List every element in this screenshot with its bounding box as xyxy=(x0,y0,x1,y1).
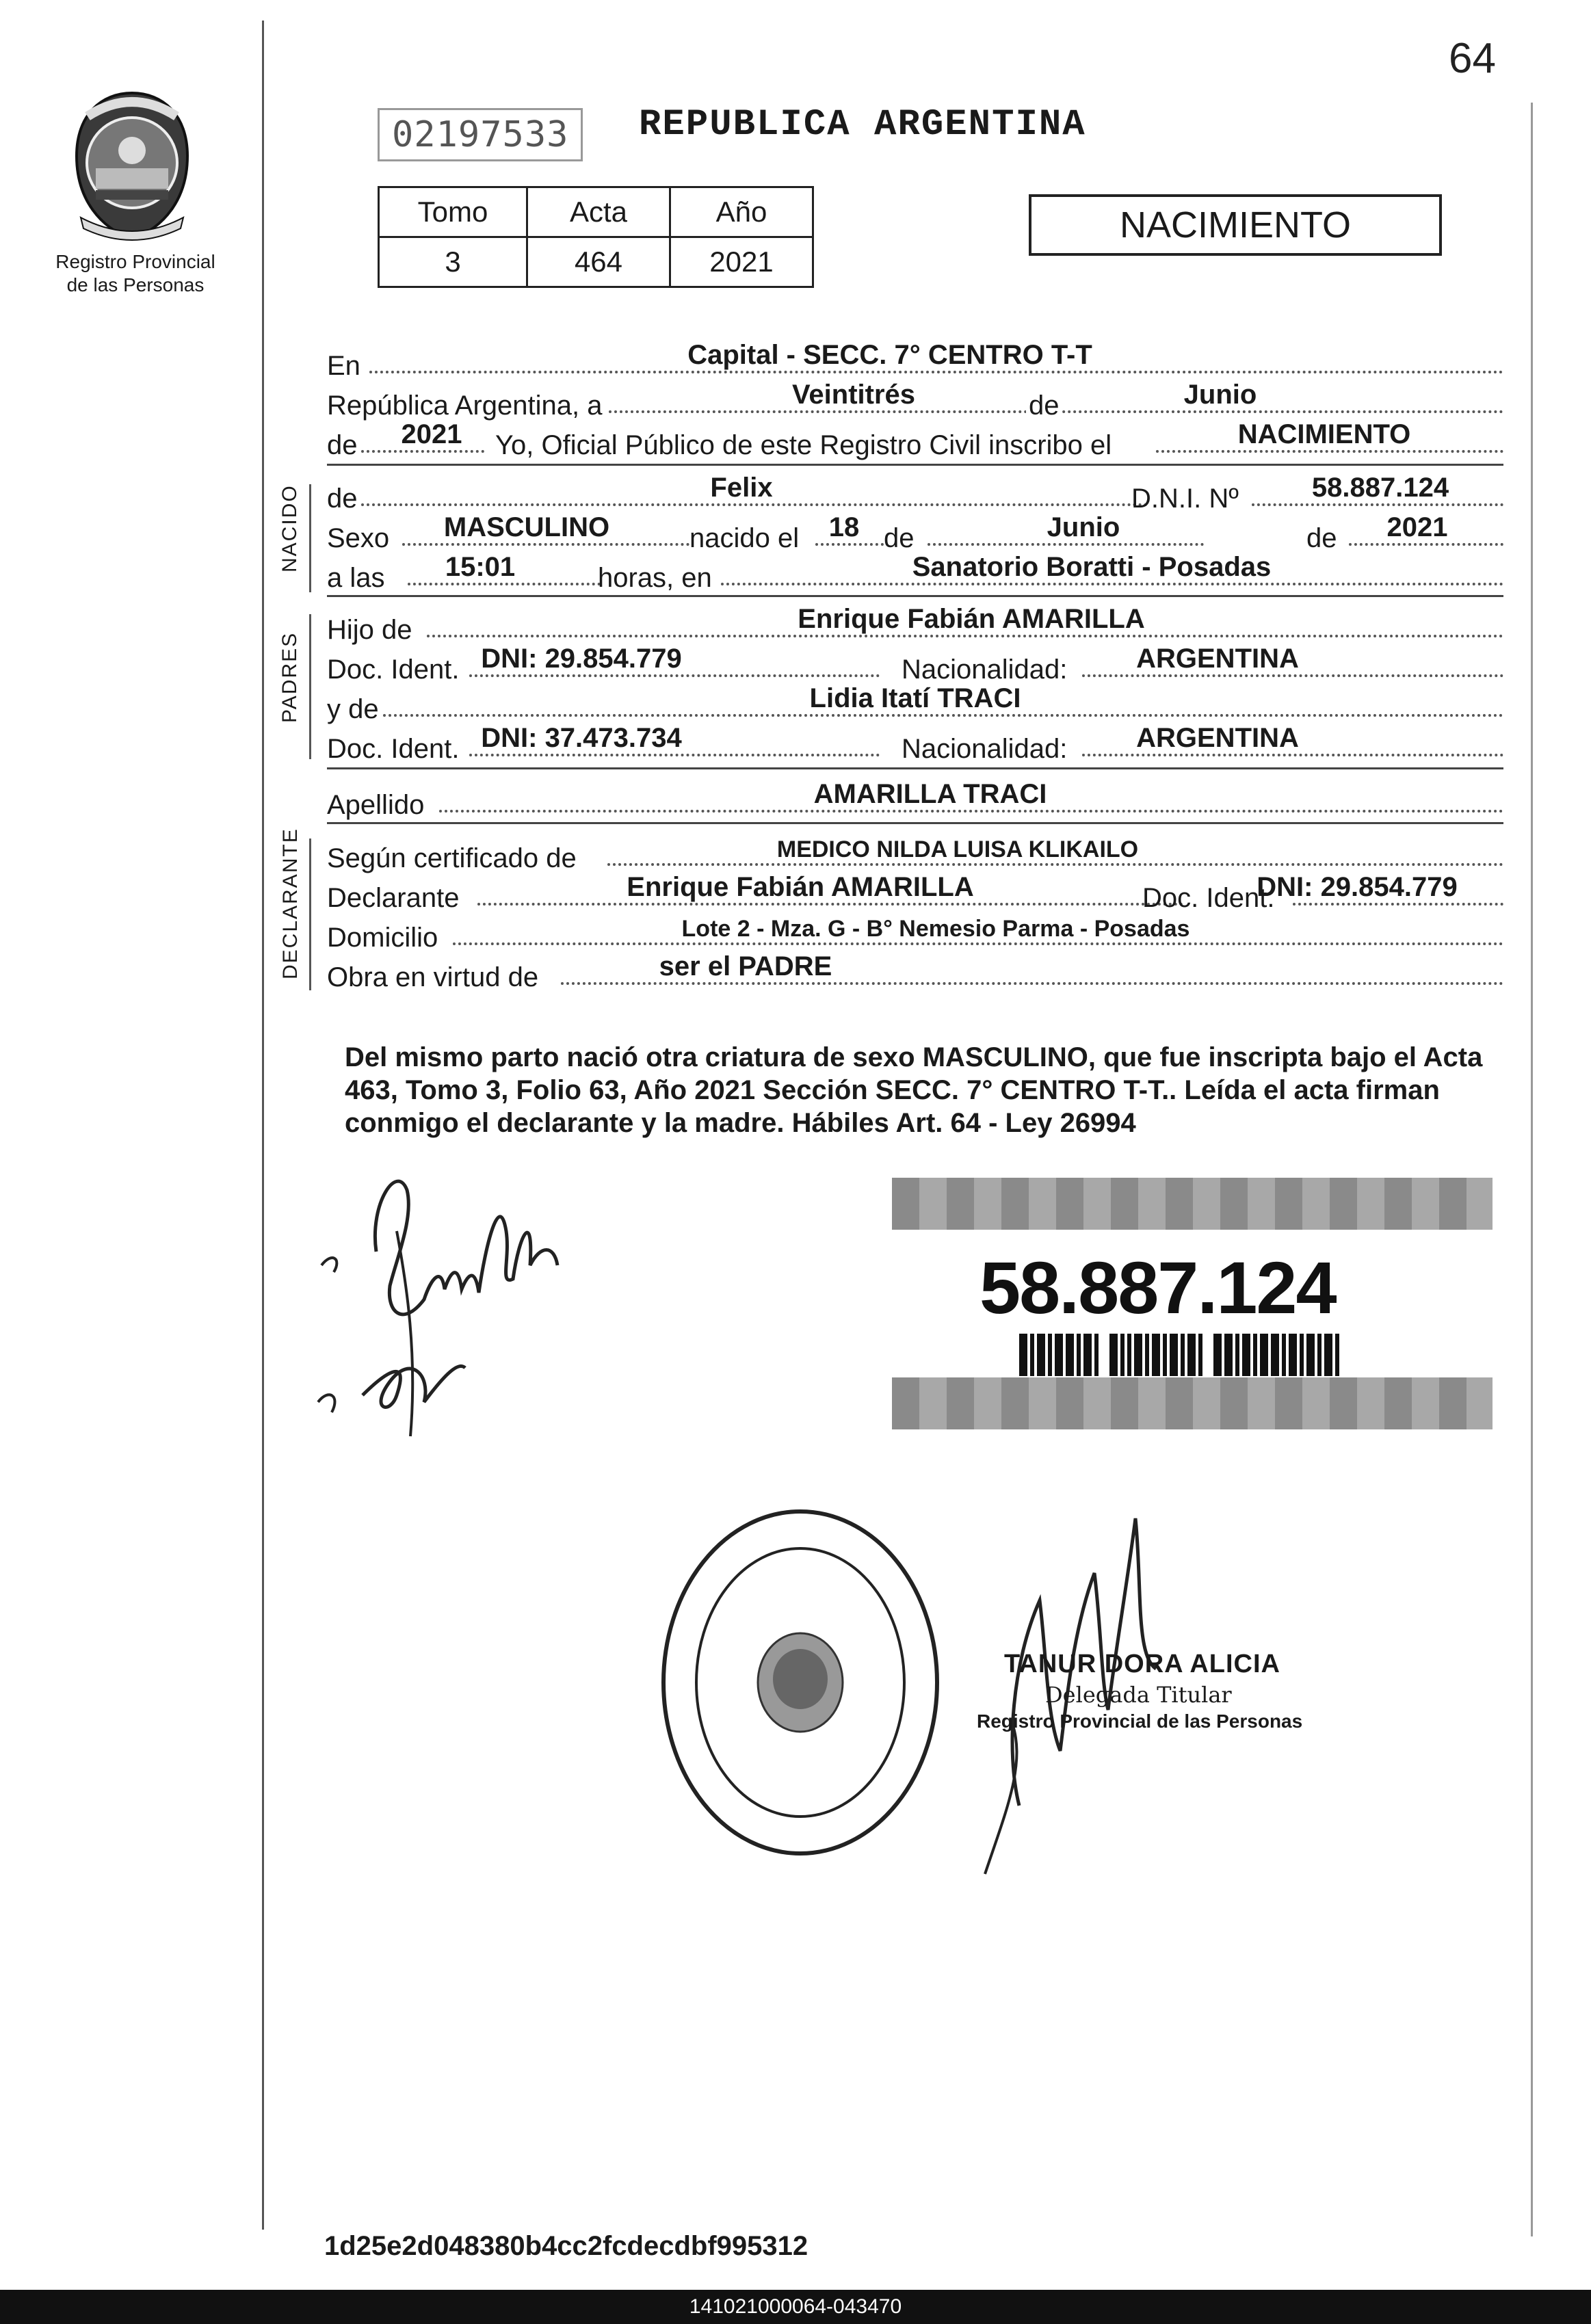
org-name-line2: de las Personas xyxy=(66,274,205,295)
sexo-label: Sexo xyxy=(327,523,390,553)
ref-value-anio: 2021 xyxy=(670,237,813,287)
ref-header-anio: Año xyxy=(670,187,813,237)
row-apellido xyxy=(327,780,1503,821)
dotted-line xyxy=(477,903,1183,906)
right-margin-line xyxy=(1531,103,1533,2236)
dotted-line xyxy=(1252,503,1503,506)
declarante-bracket xyxy=(309,839,311,990)
sexo-value: MASCULINO xyxy=(443,512,610,542)
dotted-line xyxy=(453,942,1503,945)
mother-name: Lidia Itatí TRACI xyxy=(809,683,1021,713)
year-de-label: de xyxy=(327,430,358,460)
org-name-line1: Registro Provincial xyxy=(55,251,215,272)
record-type-box: NACIMIENTO xyxy=(1029,194,1442,256)
y-de-label: y de xyxy=(327,694,379,724)
inscribed-value: NACIMIENTO xyxy=(1237,419,1411,449)
dotted-line xyxy=(607,863,1503,866)
dotted-line xyxy=(721,583,1503,585)
page-number: 64 xyxy=(1449,35,1496,82)
hijo-de-label: Hijo de xyxy=(327,615,412,645)
signer-block xyxy=(977,1650,1302,1732)
birth-time: 15:01 xyxy=(445,552,516,582)
mother-doc: DNI: 37.473.734 xyxy=(481,723,682,753)
separator xyxy=(327,767,1503,769)
dni-sticker-number: 58.887.124 xyxy=(979,1246,1336,1329)
row-mother-doc xyxy=(327,724,1503,765)
row-place xyxy=(327,341,1503,382)
de-label: de xyxy=(1026,391,1062,421)
dotted-line xyxy=(369,371,1503,373)
reference-value-row xyxy=(379,237,813,287)
place-value: Capital - SECC. 7° CENTRO T-T xyxy=(687,340,1092,370)
month-value: Junio xyxy=(1183,380,1257,410)
row-sex xyxy=(327,513,1503,554)
signer-name: TANUR DORA ALICIA xyxy=(1004,1650,1280,1678)
dni-label: D.N.I. Nº xyxy=(1131,484,1239,514)
official-stamp xyxy=(657,1505,944,1860)
footer-bar xyxy=(0,2290,1591,2324)
en-label: En xyxy=(327,351,360,381)
handwritten-signatures xyxy=(294,1149,595,1443)
dotted-line xyxy=(361,450,484,453)
dni-top-band xyxy=(892,1178,1493,1230)
dotted-line xyxy=(408,583,601,585)
nacido-el-label: nacido el xyxy=(689,523,800,553)
declarante-doc-label: Doc. Ident. xyxy=(1142,883,1275,913)
reference-header-row xyxy=(379,187,813,237)
dotted-line xyxy=(561,982,1503,985)
domicilio-label: Domicilio xyxy=(327,923,438,953)
separator xyxy=(327,595,1503,597)
ref-header-acta: Acta xyxy=(527,187,670,237)
child-name: Felix xyxy=(710,473,773,503)
dotted-line xyxy=(469,754,880,756)
dotted-line xyxy=(1156,450,1503,453)
dotted-line xyxy=(1349,543,1503,546)
document-hash: 1d25e2d048380b4cc2fcdecdbf995312 xyxy=(324,2231,808,2261)
row-name xyxy=(327,473,1503,514)
day-value: Veintitrés xyxy=(791,380,916,410)
obra-label: Obra en virtud de xyxy=(327,962,539,992)
birth-day: 18 xyxy=(828,512,860,542)
obra-value: ser el PADRE xyxy=(659,951,832,981)
row-time-place xyxy=(327,553,1503,594)
de-label-3: de xyxy=(1306,523,1337,553)
separator xyxy=(327,464,1503,466)
signer-title: Delegada Titular xyxy=(1045,1682,1232,1708)
ref-header-tomo: Tomo xyxy=(379,187,527,237)
row-year xyxy=(327,420,1503,461)
declarante-doc: DNI: 29.854.779 xyxy=(1257,872,1458,902)
dotted-line xyxy=(1082,674,1503,677)
signer-org: Registro Provincial de las Personas xyxy=(977,1711,1303,1732)
apellido-label: Apellido xyxy=(327,790,425,820)
serial-number: 02197533 xyxy=(378,108,583,161)
province-logo xyxy=(60,88,204,245)
mother-nat: ARGENTINA xyxy=(1136,723,1299,753)
dotted-line xyxy=(928,543,1204,546)
father-nat: ARGENTINA xyxy=(1136,644,1299,674)
apellido-value: AMARILLA TRACI xyxy=(813,779,1047,809)
father-doc: DNI: 29.854.779 xyxy=(481,644,682,674)
row-father xyxy=(327,605,1503,646)
nacido-side-label: NACIDO xyxy=(278,484,301,572)
dotted-line xyxy=(1293,903,1503,906)
a-las-label: a las xyxy=(327,563,385,593)
horas-en-label: horas, en xyxy=(598,563,712,593)
official-text: Yo, Oficial Público de este Registro Civil inscribo el xyxy=(495,430,1112,460)
row-mother xyxy=(327,684,1503,725)
dotted-line xyxy=(815,543,884,546)
domicilio-value: Lote 2 - Mza. G - B° Nemesio Parma - Posadas xyxy=(681,916,1190,942)
nacido-bracket xyxy=(309,484,311,592)
dotted-line xyxy=(469,674,880,677)
republica-label: República Argentina, a xyxy=(327,391,603,421)
declarante-label: Declarante xyxy=(327,883,460,913)
father-doc-label: Doc. Ident. xyxy=(327,655,460,685)
left-margin-line xyxy=(262,21,264,2230)
padres-side-label: PADRES xyxy=(278,631,301,723)
year-value: 2021 xyxy=(401,419,462,449)
father-name: Enrique Fabián AMARILLA xyxy=(798,604,1145,634)
footer-code: 141021000064-043470 xyxy=(689,2295,902,2318)
padres-bracket xyxy=(309,614,311,759)
reference-table xyxy=(378,186,814,288)
dotted-line xyxy=(439,810,1503,813)
declarante-side-label: DECLARANTE xyxy=(279,828,302,979)
child-dni: 58.887.124 xyxy=(1311,473,1449,503)
row-father-doc xyxy=(327,644,1503,685)
dotted-line xyxy=(361,503,1148,506)
country-title: REPUBLICA ARGENTINA xyxy=(639,104,1086,146)
declarante-value: Enrique Fabián AMARILLA xyxy=(627,872,974,902)
cert-value: MEDICO NILDA LUISA KLIKAILO xyxy=(776,836,1139,862)
father-nat-label: Nacionalidad: xyxy=(902,655,1068,685)
row-domicilio xyxy=(327,912,1503,953)
cert-label: Según certificado de xyxy=(327,843,577,873)
dotted-line xyxy=(383,714,1503,717)
dotted-line xyxy=(1082,754,1503,756)
row-date xyxy=(327,380,1503,421)
dni-bottom-band xyxy=(892,1377,1493,1429)
de-label-2: de xyxy=(884,523,915,553)
org-name xyxy=(40,250,231,297)
row-obra xyxy=(327,952,1503,993)
row-cert xyxy=(327,833,1503,874)
birth-month: Junio xyxy=(1047,512,1120,542)
dni-barcode xyxy=(1019,1334,1368,1376)
ref-value-tomo: 3 xyxy=(379,237,527,287)
row-declarante xyxy=(327,873,1503,914)
dotted-line xyxy=(427,635,1503,637)
notes-paragraph: Del mismo parto nació otra criatura de sexo MASCULINO, que fue inscripta bajo el Acta 463, Tomo 3, Folio 63, Año 2021 Sección SECC. 7° CENTRO T-T.. Leída el acta firman conmigo el declarante y la madre. Hábiles Art. 64 - Ley 26994 xyxy=(345,1042,1483,1138)
birth-year: 2021 xyxy=(1386,512,1448,542)
mother-nat-label: Nacionalidad: xyxy=(902,734,1068,764)
separator xyxy=(327,822,1503,824)
dni-sticker xyxy=(892,1178,1493,1431)
birth-place: Sanatorio Boratti - Posadas xyxy=(912,552,1272,582)
de-name-label: de xyxy=(327,484,358,514)
dotted-line xyxy=(402,543,689,546)
mother-doc-label: Doc. Ident. xyxy=(327,734,460,764)
ref-value-acta: 464 xyxy=(527,237,670,287)
